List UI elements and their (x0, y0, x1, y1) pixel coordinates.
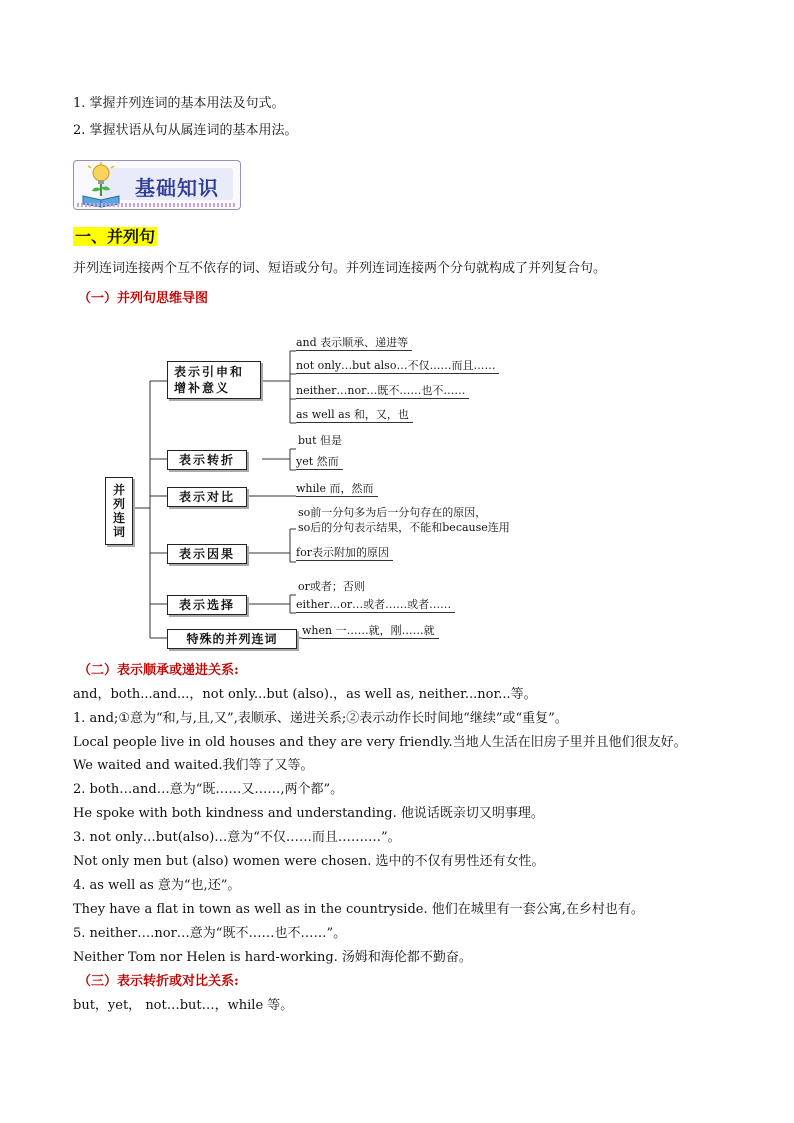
objective-2: 2. 掌握状语从句从属连词的基本用法。 (73, 123, 298, 138)
mindmap-leaf: so后的分句表示结果，不能和because连用 (298, 521, 510, 534)
mindmap-leaf: when 一……就，刚……就 (302, 624, 439, 639)
mindmap-branch-comparison: 表示对比 (167, 487, 247, 507)
mindmap-leaf: not only…but also…不仅……而且…… (296, 359, 499, 374)
section-2-heading: （二）表示顺承或递进关系: (78, 663, 239, 678)
section-2-line: He spoke with both kindness and understanding. 他说话既亲切又明事理。 (73, 806, 544, 821)
mindmap-leaf: either…or…或者……或者…… (296, 598, 455, 613)
badge-title: 基础知识 (135, 176, 219, 200)
section-2-line: They have a flat in town as well as in the countryside. 他们在城里有一套公寓,在乡村也有。 (73, 902, 644, 917)
section-2-line: Not only men but (also) women were chosen. 选中的不仅有男性还有女性。 (73, 854, 545, 869)
mindmap-branch-extension: 表示引申和 增补意义 (167, 361, 261, 399)
section-2-line: We waited and waited.我们等了又等。 (73, 758, 314, 773)
section-2-line: 1. and;①意为“和,与,且,又”,表顺承、递进关系;②表示动作长时间地“继续”或“重复”。 (73, 711, 568, 726)
mindmap-leaf: neither…nor…既不……也不…… (296, 384, 469, 399)
mindmap-root: 并 列 连 词 (105, 477, 133, 545)
mindmap-leaf: or或者；否则 (298, 580, 365, 593)
mindmap-leaf: yet 然而 (296, 455, 343, 470)
section-2-line: Neither Tom nor Helen is hard-working. 汤姆和海伦都不勤奋。 (73, 950, 472, 965)
mindmap-branch-contrast-turn: 表示转折 (167, 450, 247, 470)
section-2-line: 4. as well as 意为“也,还”。 (73, 878, 241, 893)
mindmap-leaf: as well as 和，又，也 (296, 408, 413, 423)
mindmap-leaf: while 而，然而 (296, 482, 378, 497)
mindmap-leaf: so前一分句多为后一分句存在的原因， (298, 506, 487, 519)
mindmap-leaf: for表示附加的原因 (296, 546, 393, 561)
section-2-line: 2. both…and…意为“既……又……,两个都”。 (73, 782, 344, 797)
section-1-intro: 并列连词连接两个互不依存的词、短语或分句。并列连词连接两个分句就构成了并列复合句。 (73, 261, 607, 276)
mindmap-branch-choice: 表示选择 (167, 595, 247, 615)
section-2-line: and，both...and...，not only...but (also).，as well as, neither...nor...等。 (73, 687, 537, 702)
mindmap-branch-special: 特殊的并列连词 (167, 629, 297, 649)
mindmap-title: （一）并列句思维导图 (78, 291, 209, 306)
section-3-line: but，yet， not…but…，while 等。 (73, 998, 294, 1013)
section-2-line: Local people live in old houses and they are very friendly.当地人生活在旧房子里并且他们很友好。 (73, 735, 687, 750)
mindmap-leaf: but 但是 (298, 434, 343, 447)
section-1-heading: 一、并列句 (75, 227, 156, 246)
objective-1: 1. 掌握并列连词的基本用法及句式。 (73, 96, 285, 111)
section-2-line: 3. not only…but(also)…意为“不仅……而且…….…”。 (73, 830, 401, 845)
section-3-heading: （三）表示转折或对比关系: (78, 974, 239, 989)
section-2-line: 5. neither….nor…意为“既不……也不……”。 (73, 926, 347, 941)
mindmap-branch-cause-effect: 表示因果 (167, 544, 247, 564)
mindmap-leaf: and 表示顺承、递进等 (296, 336, 412, 351)
